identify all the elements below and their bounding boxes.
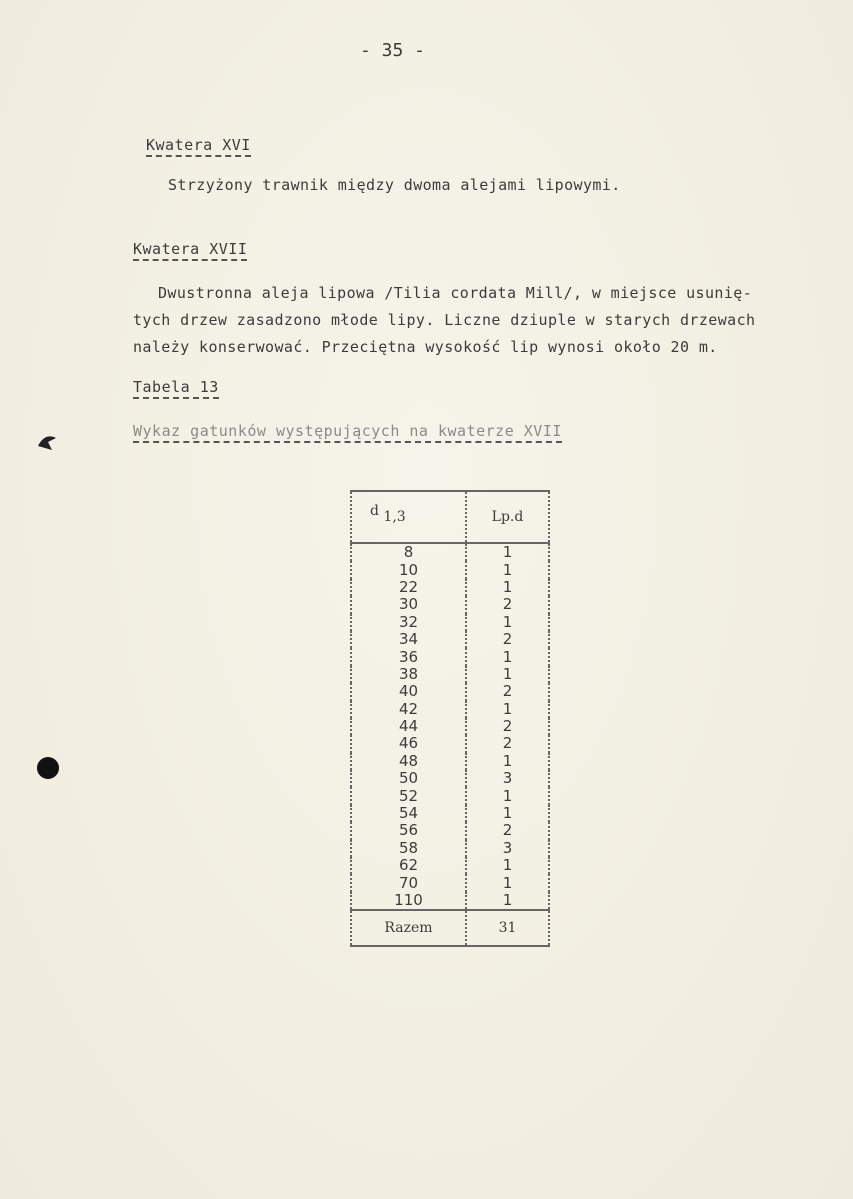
cell-diameter: 70 bbox=[351, 874, 466, 891]
cell-count: 2 bbox=[466, 822, 549, 839]
cell-diameter: 42 bbox=[351, 701, 466, 718]
table-row bbox=[351, 874, 549, 891]
cell-diameter: 10 bbox=[351, 561, 466, 578]
cell-diameter: 46 bbox=[351, 735, 466, 752]
cell-diameter: 56 bbox=[351, 822, 466, 839]
cell-count: 1 bbox=[466, 892, 549, 910]
table-row bbox=[351, 822, 549, 839]
table-row bbox=[351, 631, 549, 648]
cell-count: 2 bbox=[466, 683, 549, 700]
page-number: - 35 - bbox=[360, 40, 426, 61]
cell-diameter: 110 bbox=[351, 892, 466, 910]
cell-diameter: 32 bbox=[351, 614, 466, 631]
table-row bbox=[351, 753, 549, 770]
table-row bbox=[351, 596, 549, 613]
cell-diameter: 40 bbox=[351, 683, 466, 700]
cell-diameter: 52 bbox=[351, 787, 466, 804]
cell-count: 1 bbox=[466, 787, 549, 804]
table-row bbox=[351, 701, 549, 718]
diameter-table bbox=[350, 490, 550, 947]
cell-count: 2 bbox=[466, 631, 549, 648]
table-caption: Wykaz gatunków występujących na kwaterze XVII bbox=[133, 422, 562, 443]
cell-diameter: 22 bbox=[351, 579, 466, 596]
cell-count: 1 bbox=[466, 805, 549, 822]
cell-count: 1 bbox=[466, 614, 549, 631]
table-row bbox=[351, 666, 549, 683]
table-heading: Tabela 13 bbox=[133, 378, 219, 399]
header-diameter-sub: 1,3 bbox=[383, 509, 406, 525]
table-row bbox=[351, 543, 549, 561]
table-row bbox=[351, 579, 549, 596]
total-row bbox=[351, 910, 549, 946]
header-diameter-d: d bbox=[370, 503, 379, 519]
table-row bbox=[351, 892, 549, 910]
table-row bbox=[351, 735, 549, 752]
table-row bbox=[351, 805, 549, 822]
header-count: Lp.d bbox=[466, 491, 549, 543]
cell-count: 2 bbox=[466, 735, 549, 752]
cell-diameter: 44 bbox=[351, 718, 466, 735]
cell-count: 1 bbox=[466, 648, 549, 665]
table-row bbox=[351, 840, 549, 857]
cell-count: 1 bbox=[466, 753, 549, 770]
table-row bbox=[351, 648, 549, 665]
cell-count: 3 bbox=[466, 840, 549, 857]
cell-diameter: 62 bbox=[351, 857, 466, 874]
cell-count: 3 bbox=[466, 770, 549, 787]
cell-diameter: 58 bbox=[351, 840, 466, 857]
cell-diameter: 36 bbox=[351, 648, 466, 665]
cell-diameter: 48 bbox=[351, 753, 466, 770]
section-text-q17-line1: Dwustronna aleja lipowa /Tilia cordata Mill/, w miejsce usunię- bbox=[158, 284, 753, 302]
cell-count: 1 bbox=[466, 579, 549, 596]
cell-diameter: 50 bbox=[351, 770, 466, 787]
table-row bbox=[351, 857, 549, 874]
margin-hook-mark bbox=[34, 428, 60, 454]
cell-diameter: 8 bbox=[351, 543, 466, 561]
cell-count: 1 bbox=[466, 543, 549, 561]
cell-count: 1 bbox=[466, 561, 549, 578]
cell-count: 2 bbox=[466, 596, 549, 613]
hole-punch-dot bbox=[36, 756, 60, 780]
cell-diameter: 54 bbox=[351, 805, 466, 822]
total-label: Razem bbox=[351, 910, 466, 946]
section-text-q17-line3: należy konserwować. Przeciętna wysokość lip wynosi około 20 m. bbox=[133, 338, 718, 356]
cell-count: 1 bbox=[466, 701, 549, 718]
header-diameter bbox=[351, 491, 466, 543]
cell-count: 1 bbox=[466, 857, 549, 874]
total-value: 31 bbox=[466, 910, 549, 946]
cell-diameter: 34 bbox=[351, 631, 466, 648]
table-row bbox=[351, 787, 549, 804]
cell-diameter: 38 bbox=[351, 666, 466, 683]
table-row bbox=[351, 683, 549, 700]
table-row bbox=[351, 718, 549, 735]
section-heading-q16: Kwatera XVI bbox=[146, 136, 251, 157]
cell-diameter: 30 bbox=[351, 596, 466, 613]
section-text-q16: Strzyżony trawnik między dwoma alejami lipowymi. bbox=[168, 176, 621, 194]
table-row bbox=[351, 770, 549, 787]
cell-count: 2 bbox=[466, 718, 549, 735]
section-heading-q17: Kwatera XVII bbox=[133, 240, 247, 261]
table-row bbox=[351, 614, 549, 631]
cell-count: 1 bbox=[466, 874, 549, 891]
section-text-q17-line2: tych drzew zasadzono młode lipy. Liczne dziuple w starych drzewach bbox=[133, 311, 756, 329]
table-row bbox=[351, 561, 549, 578]
cell-count: 1 bbox=[466, 666, 549, 683]
